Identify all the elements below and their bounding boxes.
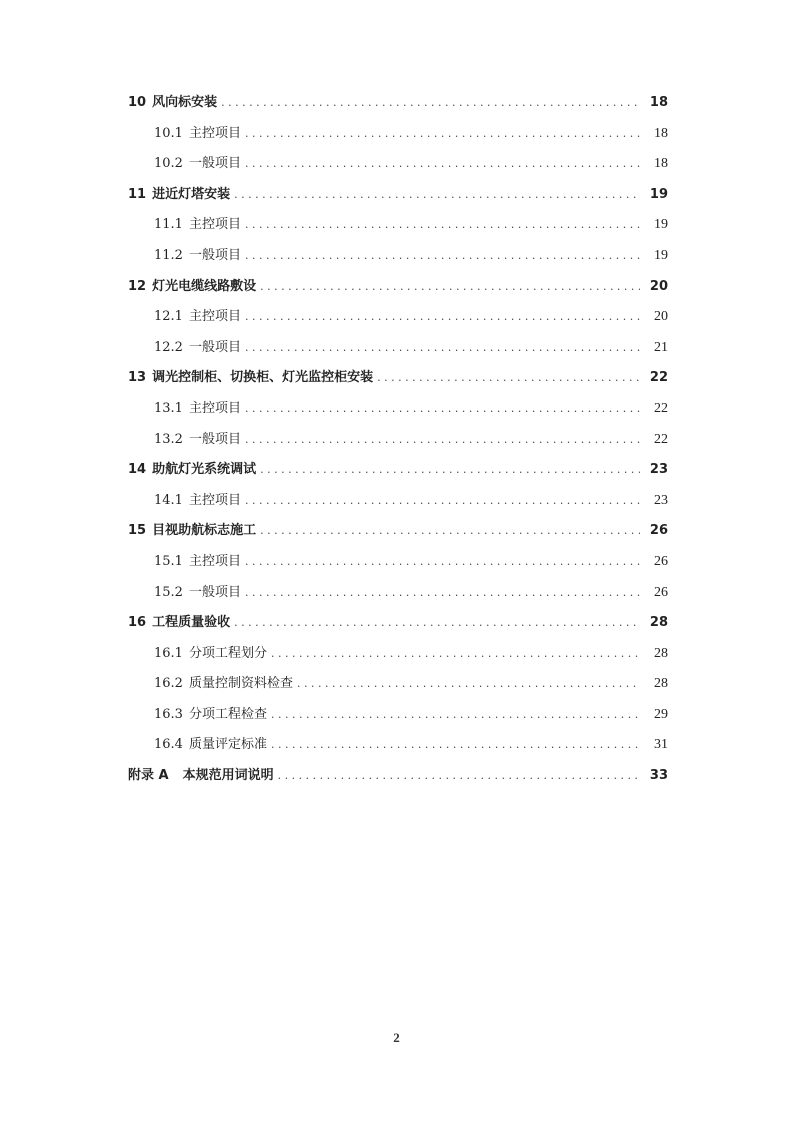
toc-number: 12.1 bbox=[154, 309, 183, 325]
toc-page-number: 26 bbox=[649, 523, 668, 539]
toc-page-number: 19 bbox=[654, 247, 668, 263]
toc-leader-dots bbox=[245, 394, 640, 425]
toc-title: 主控项目 bbox=[188, 553, 241, 569]
toc-number: 15.1 bbox=[154, 553, 183, 569]
toc-entry-15[interactable] bbox=[128, 516, 668, 547]
toc-title: 分项工程检查 bbox=[188, 706, 267, 722]
toc-leader-dots bbox=[245, 578, 640, 609]
toc-number: 附录 A bbox=[128, 768, 169, 784]
toc-title: 主控项目 bbox=[188, 217, 241, 233]
toc-page-number: 18 bbox=[654, 125, 668, 141]
toc-page-number: 23 bbox=[654, 492, 668, 508]
toc-number: 14 bbox=[128, 462, 147, 478]
toc-title: 一般项目 bbox=[188, 584, 241, 600]
toc-leader-dots bbox=[377, 363, 640, 394]
toc-entry-10-2[interactable] bbox=[128, 149, 668, 180]
toc-entry-11[interactable] bbox=[128, 180, 668, 211]
toc-number: 11.2 bbox=[154, 247, 183, 263]
toc-title: 本规范用词说明 bbox=[182, 768, 274, 784]
toc-page-number: 28 bbox=[654, 645, 668, 661]
toc-title: 灯光电缆线路敷设 bbox=[152, 278, 257, 294]
toc-entry-appendix-a[interactable] bbox=[128, 761, 668, 792]
toc-entry-13-2[interactable] bbox=[128, 425, 668, 456]
toc-number: 14.1 bbox=[154, 492, 183, 508]
toc-leader-dots bbox=[260, 516, 640, 547]
toc-title: 进近灯塔安装 bbox=[152, 186, 231, 202]
toc-entry-13[interactable] bbox=[128, 363, 668, 394]
toc-entry-15-2[interactable] bbox=[128, 578, 668, 609]
toc-leader-dots bbox=[245, 333, 640, 364]
toc-number: 10.2 bbox=[154, 156, 183, 172]
toc-title: 一般项目 bbox=[188, 431, 241, 447]
toc-page-number: 22 bbox=[649, 370, 668, 386]
toc-number: 15.2 bbox=[154, 584, 183, 600]
toc-entry-10-1[interactable] bbox=[128, 119, 668, 150]
toc-number: 16.3 bbox=[154, 706, 183, 722]
toc-entry-12-1[interactable] bbox=[128, 302, 668, 333]
toc-entry-16-4[interactable] bbox=[128, 730, 668, 761]
toc-title: 调光控制柜、切换柜、灯光监控柜安装 bbox=[152, 370, 374, 386]
toc-leader-dots bbox=[234, 608, 640, 639]
toc-leader-dots bbox=[245, 210, 640, 241]
toc-page-number: 21 bbox=[654, 339, 668, 355]
toc-entry-14[interactable] bbox=[128, 455, 668, 486]
page-number: 2 bbox=[393, 1030, 400, 1045]
toc-page-number: 29 bbox=[654, 706, 668, 722]
toc-number: 10.1 bbox=[154, 125, 183, 141]
toc-leader-dots bbox=[221, 88, 640, 119]
toc-number: 15 bbox=[128, 523, 147, 539]
toc-entry-16-1[interactable] bbox=[128, 639, 668, 670]
toc-entry-14-1[interactable] bbox=[128, 486, 668, 517]
toc-leader-dots bbox=[278, 761, 640, 792]
toc-leader-dots bbox=[271, 730, 640, 761]
toc-page-number: 26 bbox=[654, 584, 668, 600]
toc-leader-dots bbox=[297, 669, 640, 700]
toc-number: 13 bbox=[128, 370, 147, 386]
toc-leader-dots bbox=[245, 425, 640, 456]
toc-leader-dots bbox=[260, 272, 640, 303]
toc-title: 质量评定标准 bbox=[188, 737, 267, 753]
toc-title: 分项工程划分 bbox=[188, 645, 267, 661]
toc-title: 风向标安装 bbox=[152, 95, 218, 110]
toc-title: 主控项目 bbox=[188, 125, 241, 141]
toc-page-number: 20 bbox=[654, 309, 668, 325]
toc-title: 目视助航标志施工 bbox=[152, 523, 257, 539]
toc-number: 12.2 bbox=[154, 339, 183, 355]
toc-leader-dots bbox=[271, 639, 640, 670]
toc-page-number: 20 bbox=[649, 278, 668, 294]
toc-number: 13.1 bbox=[154, 400, 183, 416]
toc-leader-dots bbox=[245, 241, 640, 272]
toc-entry-16-3[interactable] bbox=[128, 700, 668, 731]
toc-number: 12 bbox=[128, 278, 147, 294]
toc-title: 主控项目 bbox=[188, 309, 241, 325]
toc-number: 13.2 bbox=[154, 431, 183, 447]
toc-title: 一般项目 bbox=[188, 247, 241, 263]
toc-page-number: 19 bbox=[649, 186, 668, 202]
toc-page-number: 26 bbox=[654, 553, 668, 569]
toc-title: 工程质量验收 bbox=[152, 615, 231, 631]
toc-leader-dots bbox=[260, 455, 640, 486]
toc-number: 10 bbox=[128, 95, 147, 110]
toc-entry-16-2[interactable] bbox=[128, 669, 668, 700]
toc-page-number: 18 bbox=[654, 156, 668, 172]
toc-page-number: 31 bbox=[654, 737, 668, 753]
toc-page-number: 19 bbox=[654, 217, 668, 233]
toc-entry-11-2[interactable] bbox=[128, 241, 668, 272]
toc-leader-dots bbox=[245, 302, 640, 333]
toc-number: 11.1 bbox=[154, 217, 183, 233]
toc-leader-dots bbox=[245, 486, 640, 517]
toc-title: 主控项目 bbox=[188, 492, 241, 508]
toc-leader-dots bbox=[245, 119, 640, 150]
toc-page-number: 33 bbox=[649, 768, 668, 784]
toc-page-number: 28 bbox=[649, 615, 668, 631]
toc-entry-15-1[interactable] bbox=[128, 547, 668, 578]
toc-number: 16 bbox=[128, 615, 147, 631]
toc-page-number: 18 bbox=[649, 95, 668, 110]
toc-leader-dots bbox=[245, 149, 640, 180]
toc-entry-12-2[interactable] bbox=[128, 333, 668, 364]
toc-page-number: 28 bbox=[654, 676, 668, 692]
toc-leader-dots bbox=[271, 700, 640, 731]
toc-page-number: 22 bbox=[654, 431, 668, 447]
toc-entry-16[interactable] bbox=[128, 608, 668, 639]
toc-entry-12[interactable] bbox=[128, 272, 668, 303]
toc-number: 16.2 bbox=[154, 676, 183, 692]
toc-title: 质量控制资料检查 bbox=[188, 676, 293, 692]
toc-number: 16.1 bbox=[154, 645, 183, 661]
table-of-contents bbox=[128, 88, 668, 792]
toc-title: 一般项目 bbox=[188, 156, 241, 172]
toc-page-number: 23 bbox=[649, 462, 668, 478]
toc-title: 主控项目 bbox=[188, 400, 241, 416]
toc-number: 16.4 bbox=[154, 737, 183, 753]
toc-title: 助航灯光系统调试 bbox=[152, 462, 257, 478]
toc-entry-13-1[interactable] bbox=[128, 394, 668, 425]
toc-title: 一般项目 bbox=[188, 339, 241, 355]
toc-page-number: 22 bbox=[654, 400, 668, 416]
toc-entry-11-1[interactable] bbox=[128, 210, 668, 241]
toc-leader-dots bbox=[234, 180, 640, 211]
toc-entry-10[interactable] bbox=[128, 88, 668, 119]
toc-leader-dots bbox=[245, 547, 640, 578]
toc-number: 11 bbox=[128, 186, 147, 202]
